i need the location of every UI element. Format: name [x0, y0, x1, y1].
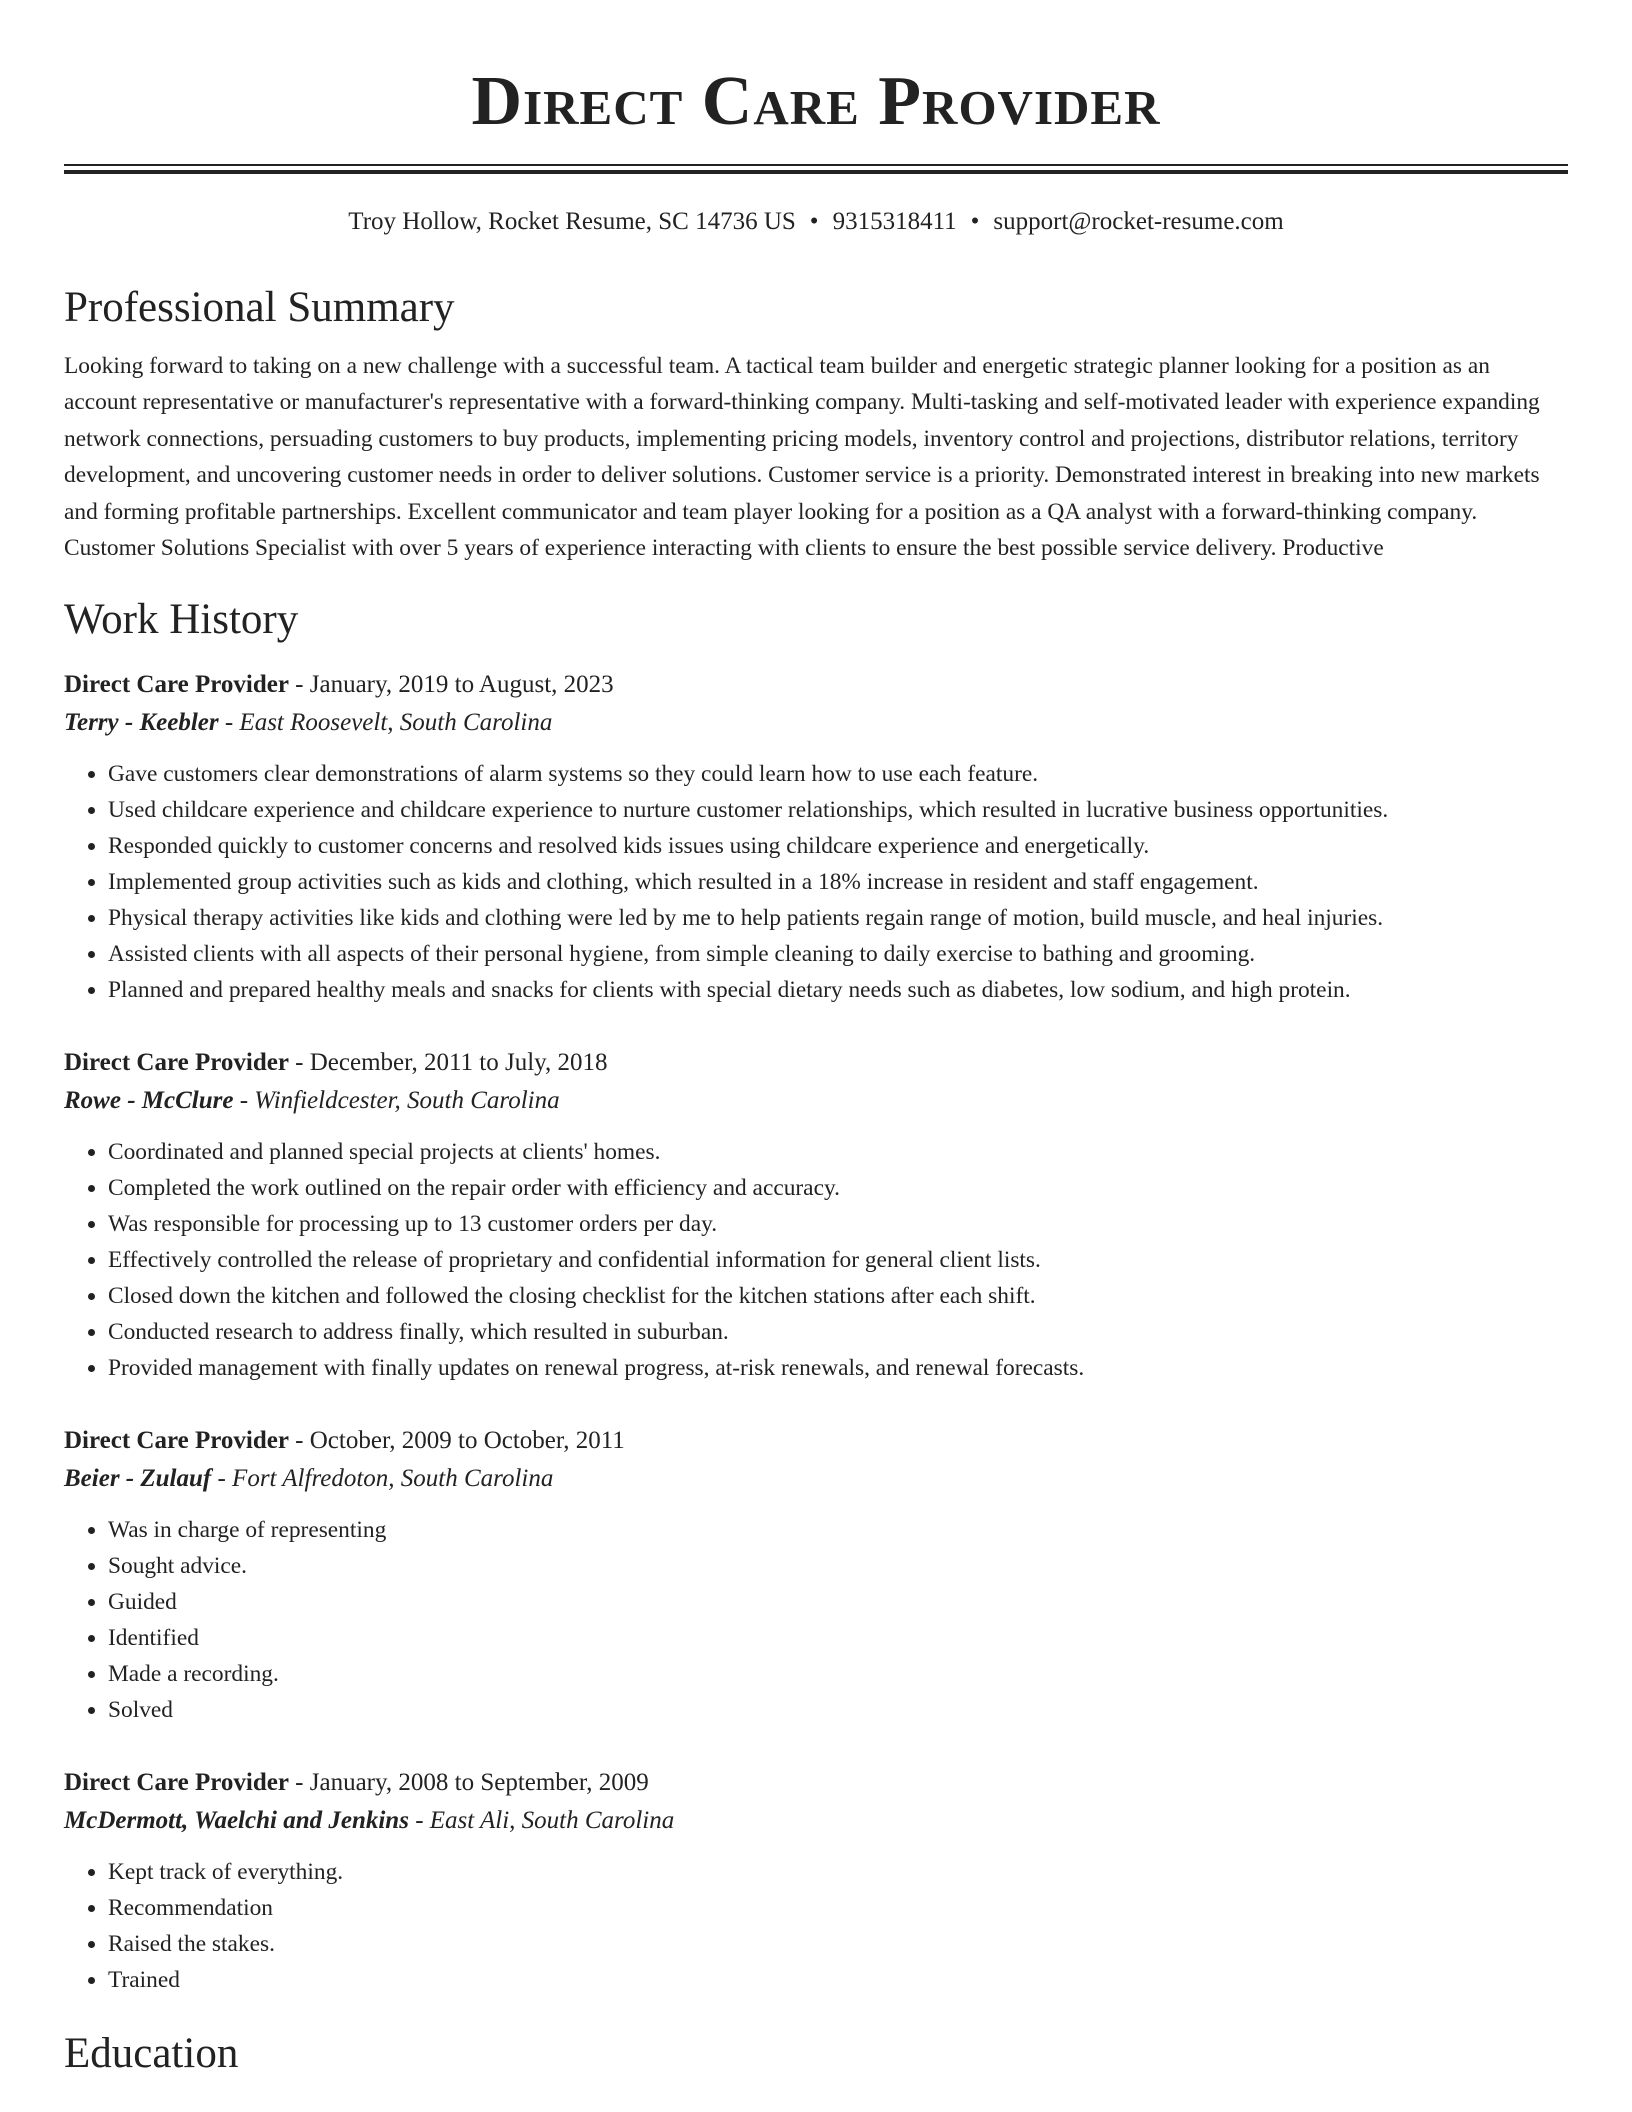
- job-title-line: [64, 1764, 1568, 1802]
- company-line: [64, 1802, 1568, 1840]
- job-dates: - October, 2009 to October, 2011: [288, 1427, 625, 1455]
- job-bullet: • Implemented group activities such as kids and clothing, which resulted in a 18% increase in resident and staff engagement.: [108, 864, 1568, 900]
- job-bullet: • Assisted clients with all aspects of their personal hygiene, from simple cleaning to daily exercise to bathing and grooming.: [108, 936, 1568, 972]
- work-history-heading: Work History: [64, 596, 299, 644]
- job-bullet: • Was in charge of representing: [108, 1512, 1568, 1548]
- summary-text: Looking forward to taking on a new challenge with a successful team. A tactical team builder and energetic strategic planner looking for a position as an account representative or manufacturer's representative with a forward-thinking company. Multi-tasking and self-motivated leader with experience expanding network connections, persuading customers to buy products, implementing pricing models, inventory control and projections, distributor relations, territory development, and uncovering customer needs in order to deliver solutions. Customer service is a priority. Demonstrated interest in breaking into new markets and forming profitable partnerships. Excellent communicator and team player looking for a position as a QA analyst with a forward-thinking company. Customer Solutions Specialist with over 5 years of experience interacting with clients to ensure the best possible service delivery. Productive: [64, 353, 1540, 562]
- contact-email: support@rocket-resume.com: [993, 208, 1284, 235]
- job-title: Direct Care Provider: [64, 1049, 289, 1077]
- job-bullet: • Completed the work outlined on the repair order with efficiency and accuracy.: [108, 1170, 1568, 1206]
- company-line: [64, 1460, 1568, 1498]
- company-name: McDermott, Waelchi and Jenkins: [64, 1807, 409, 1835]
- job-title: Direct Care Provider: [64, 1427, 289, 1455]
- job-bullets: [64, 1134, 1568, 1386]
- job-bullet: • Identified: [108, 1620, 1568, 1656]
- job-bullet: • Raised the stakes.: [108, 1926, 1568, 1962]
- job-bullet: • Conducted research to address finally, which resulted in suburban.: [108, 1314, 1568, 1350]
- job-bullets: [64, 1854, 1568, 1998]
- company-line: [64, 1082, 1568, 1120]
- resume-page: [64, 0, 1568, 2080]
- job-bullet: • Made a recording.: [108, 1656, 1568, 1692]
- company-name: Beier - Zulauf: [64, 1465, 212, 1493]
- job-entry: [64, 1764, 1568, 1998]
- job-entry: [64, 666, 1568, 1008]
- job-bullet: • Guided: [108, 1584, 1568, 1620]
- summary-heading: Professional Summary: [64, 284, 455, 331]
- job-bullet: • Kept track of everything.: [108, 1854, 1568, 1890]
- job-bullet: • Recommendation: [108, 1890, 1568, 1926]
- job-bullet: • Gave customers clear demonstrations of alarm systems so they could learn how to use each feature.: [108, 756, 1568, 792]
- job-title: Direct Care Provider: [64, 671, 289, 699]
- company-name: Rowe - McClure: [64, 1087, 234, 1115]
- title-divider: [64, 164, 1568, 174]
- contact-line: [64, 206, 1568, 238]
- company-name: Terry - Keebler: [64, 709, 219, 737]
- job-bullet: • Trained: [108, 1962, 1568, 1998]
- job-bullet: • Closed down the kitchen and followed the closing checklist for the kitchen stations after each shift.: [108, 1278, 1568, 1314]
- company-location: - Winfieldcester, South Carolina: [233, 1087, 560, 1115]
- job-dates: - January, 2019 to August, 2023: [288, 671, 614, 699]
- contact-address: Troy Hollow, Rocket Resume, SC 14736 US: [348, 208, 796, 235]
- job-bullet: • Was responsible for processing up to 13 customer orders per day.: [108, 1206, 1568, 1242]
- job-title-line: [64, 1044, 1568, 1082]
- job-dates: - January, 2008 to September, 2009: [288, 1769, 649, 1797]
- job-title: Direct Care Provider: [64, 1769, 289, 1797]
- education-heading: Education: [64, 2030, 239, 2078]
- job-bullet: • Planned and prepared healthy meals and snacks for clients with special dietary needs such as diabetes, low sodium, and high protein.: [108, 972, 1568, 1008]
- job-bullet: • Coordinated and planned special projects at clients' homes.: [108, 1134, 1568, 1170]
- job-entry: [64, 1422, 1568, 1728]
- job-bullet: • Solved: [108, 1692, 1568, 1728]
- job-bullet: • Sought advice.: [108, 1548, 1568, 1584]
- company-location: - East Ali, South Carolina: [408, 1807, 675, 1835]
- contact-separator: •: [970, 208, 980, 235]
- job-dates: - December, 2011 to July, 2018: [288, 1049, 608, 1077]
- job-bullet: • Used childcare experience and childcare experience to nurture customer relationships, which resulted in lucrative business opportunities.: [108, 792, 1568, 828]
- company-location: - East Roosevelt, South Carolina: [218, 709, 553, 737]
- company-line: [64, 704, 1568, 742]
- job-bullet: • Responded quickly to customer concerns and resolved kids issues using childcare experience and energetically.: [108, 828, 1568, 864]
- contact-phone: 9315318411: [832, 208, 957, 235]
- job-bullet: • Effectively controlled the release of proprietary and confidential information for general client lists.: [108, 1242, 1568, 1278]
- job-bullets: [64, 756, 1568, 1008]
- document-title: Direct Care Provider: [471, 63, 1161, 140]
- job-title-line: [64, 666, 1568, 704]
- contact-separator: •: [809, 208, 819, 235]
- company-location: - Fort Alfredoton, South Carolina: [211, 1465, 554, 1493]
- job-bullets: [64, 1512, 1568, 1728]
- job-title-line: [64, 1422, 1568, 1460]
- job-bullet: • Provided management with finally updates on renewal progress, at-risk renewals, and renewal forecasts.: [108, 1350, 1568, 1386]
- job-entry: [64, 1044, 1568, 1386]
- job-bullet: • Physical therapy activities like kids and clothing were led by me to help patients regain range of motion, build muscle, and heal injuries.: [108, 900, 1568, 936]
